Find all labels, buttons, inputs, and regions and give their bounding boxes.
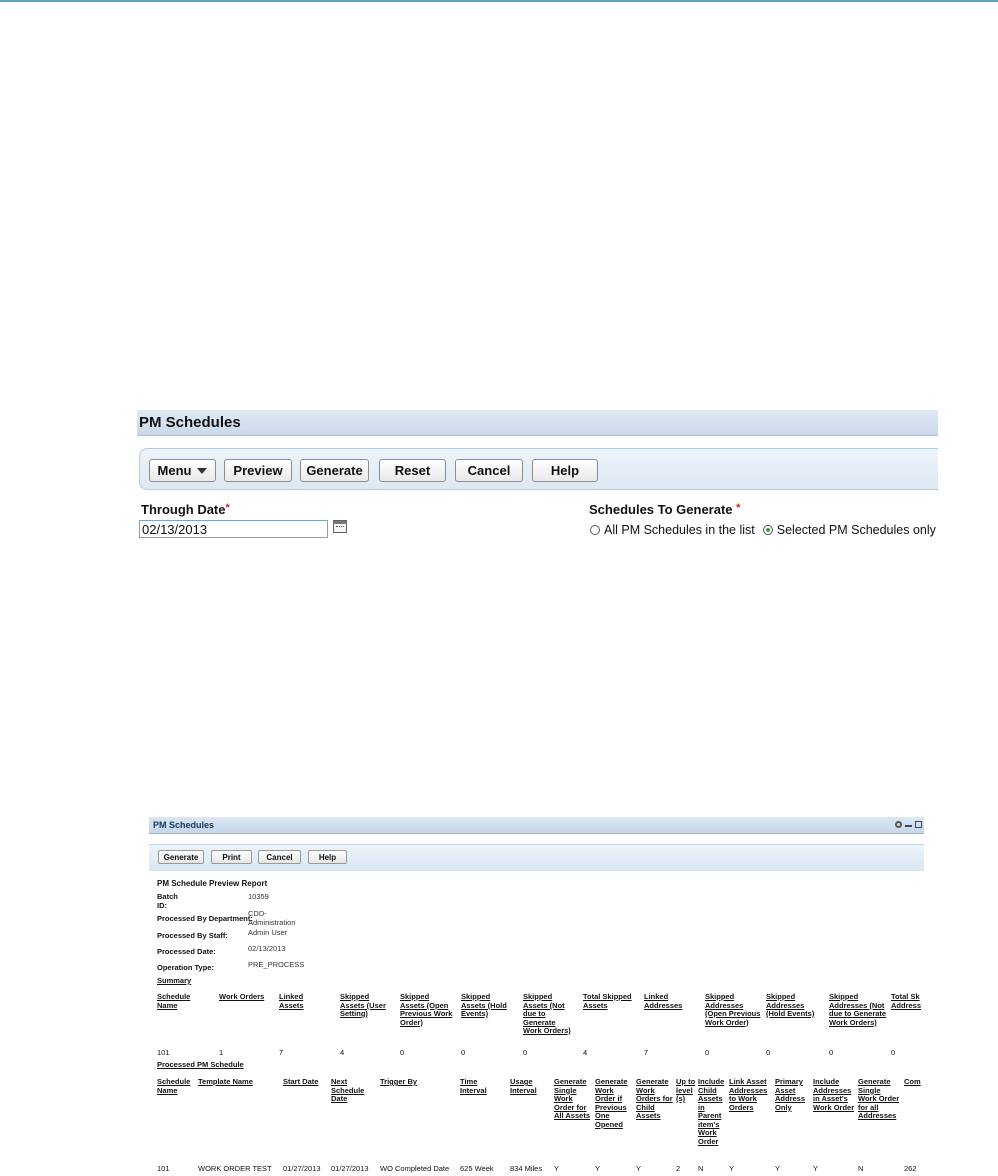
- generate-button[interactable]: Generate: [158, 850, 204, 864]
- processed-cell: N: [698, 1164, 704, 1173]
- top-rule: [0, 0, 998, 2]
- processed-header: Generate Work Orders for Child Assets: [636, 1077, 673, 1120]
- processed-cell: Y: [813, 1164, 819, 1173]
- required-marker: *: [225, 502, 230, 514]
- summary-cell: 1: [219, 1048, 224, 1057]
- batch-id-label: Batch ID:: [157, 892, 178, 910]
- processed-date-label: Processed Date:: [157, 947, 216, 956]
- staff-value: Admin User: [248, 928, 288, 937]
- form-toolbar: [139, 448, 938, 490]
- processed-cell: 01/27/2013: [283, 1164, 321, 1173]
- processed-cell: Y: [775, 1164, 781, 1173]
- summary-cell: 0: [523, 1048, 528, 1057]
- processed-header: Generate Work Order if Previous One Opened: [595, 1077, 628, 1129]
- summary-header: Total Skipped Assets: [583, 992, 632, 1010]
- help-button[interactable]: Help: [308, 850, 347, 864]
- summary-cell: 7: [279, 1048, 284, 1057]
- summary-cell: 7: [644, 1048, 649, 1057]
- processed-header: Next Schedule Date: [331, 1077, 365, 1103]
- summary-cell: 0: [705, 1048, 710, 1057]
- summary-header: Total Sk Address: [891, 992, 922, 1010]
- operation-type-value: PRE_PROCESS: [248, 960, 305, 969]
- summary-header: Skipped Assets (Open Previous Work Order): [400, 992, 453, 1027]
- processed-cell: 625 Week: [460, 1164, 494, 1173]
- gear-icon[interactable]: [895, 821, 902, 828]
- processed-cell: Y: [554, 1164, 560, 1173]
- through-date-input[interactable]: [139, 520, 328, 538]
- radio-all-pm-schedules-label[interactable]: All PM Schedules in the list: [604, 523, 755, 537]
- required-marker: *: [736, 502, 741, 514]
- summary-cell: 0: [829, 1048, 834, 1057]
- summary-cell: 4: [340, 1048, 345, 1057]
- schedules-to-generate-label-text: Schedules To Generate: [589, 502, 733, 517]
- processed-header: Link Asset Addresses to Work Orders: [729, 1077, 768, 1112]
- processed-header: Include Addresses in Asset's Work Order: [813, 1077, 855, 1112]
- menu-button-label: Menu: [157, 463, 192, 478]
- processed-header: Trigger By: [380, 1077, 418, 1086]
- minimize-icon[interactable]: [905, 821, 912, 827]
- processed-cell: Y: [595, 1164, 601, 1173]
- summary-header: Skipped Addresses (Hold Events): [766, 992, 815, 1018]
- summary-header: Skipped Assets (Hold Events): [461, 992, 507, 1018]
- summary-header: Skipped Addresses (Not due to Generate Work Orders): [829, 992, 887, 1027]
- processed-header: Template Name: [198, 1077, 253, 1086]
- through-date-label-text: Through Date: [141, 502, 226, 517]
- reset-button[interactable]: Reset: [379, 459, 446, 482]
- processed-header: Usage Interval: [510, 1077, 537, 1095]
- summary-cell: 0: [400, 1048, 405, 1057]
- processed-date-value: 02/13/2013: [248, 944, 286, 953]
- pm-schedules-preview-window: [149, 817, 924, 1176]
- processed-schedule-label: Processed PM Schedule: [157, 1060, 244, 1069]
- schedules-to-generate-label: [589, 502, 740, 517]
- processed-header: Generate Single Work Order for All Assets: [554, 1077, 590, 1120]
- summary-header: Work Orders: [219, 992, 265, 1001]
- radio-selected-pm-schedules-label[interactable]: Selected PM Schedules only: [776, 523, 936, 537]
- page-title: PM Schedules: [137, 410, 938, 436]
- operation-type-label: Operation Type:: [157, 963, 214, 972]
- generate-button[interactable]: Generate: [300, 459, 369, 482]
- department-label: Processed By Department:: [157, 914, 253, 923]
- calendar-icon[interactable]: [333, 520, 347, 533]
- summary-cell: 101: [157, 1048, 170, 1057]
- cancel-button[interactable]: Cancel: [258, 850, 301, 864]
- summary-cell: 4: [583, 1048, 588, 1057]
- summary-header: Schedule Name: [157, 992, 191, 1010]
- summary-cell: 0: [461, 1048, 466, 1057]
- menu-button[interactable]: [149, 459, 216, 482]
- report-heading: PM Schedule Preview Report: [157, 879, 268, 888]
- radio-all-pm-schedules[interactable]: [590, 525, 600, 535]
- processed-header: Time Interval: [460, 1077, 487, 1095]
- summary-header: Linked Addresses: [644, 992, 683, 1010]
- processed-cell: 834 Miles: [510, 1164, 543, 1173]
- window-controls: [895, 821, 922, 828]
- summary-header: Skipped Assets (Not due to Generate Work Orders): [523, 992, 571, 1035]
- processed-cell: 2: [676, 1164, 681, 1173]
- processed-cell: Y: [729, 1164, 735, 1173]
- summary-header: Skipped Addresses (Open Previous Work Order): [705, 992, 761, 1027]
- summary-label: Summary: [157, 976, 192, 985]
- preview-button[interactable]: Preview: [224, 459, 292, 482]
- processed-cell: 101: [157, 1164, 170, 1173]
- processed-cell: 01/27/2013: [331, 1164, 369, 1173]
- processed-cell: N: [858, 1164, 864, 1173]
- processed-cell: Y: [636, 1164, 642, 1173]
- print-button[interactable]: Print: [211, 850, 252, 864]
- window-title: PM Schedules: [149, 817, 924, 834]
- processed-header: Include Child Assets in Parent item's Work Order: [698, 1077, 725, 1146]
- processed-header: Schedule Name: [157, 1077, 191, 1095]
- department-value: CDD-Administration: [248, 909, 296, 927]
- summary-cell: 0: [766, 1048, 771, 1057]
- chevron-down-icon: [197, 468, 207, 474]
- processed-cell: 262: [904, 1164, 917, 1173]
- maximize-icon[interactable]: [915, 821, 922, 828]
- summary-header: Linked Assets: [279, 992, 304, 1010]
- radio-selected-pm-schedules[interactable]: [763, 525, 773, 535]
- help-button[interactable]: Help: [532, 459, 598, 482]
- through-date-label: [141, 502, 230, 517]
- processed-header: Generate Single Work Order for all Addresses: [858, 1077, 900, 1120]
- staff-label: Processed By Staff:: [157, 931, 228, 940]
- summary-cell: 0: [891, 1048, 896, 1057]
- processed-cell: WORK ORDER TEST: [198, 1164, 272, 1173]
- cancel-button[interactable]: Cancel: [455, 459, 523, 482]
- processed-header: Com: [904, 1077, 921, 1086]
- schedules-radio-group: [590, 523, 936, 537]
- batch-id-value: 10359: [248, 892, 269, 901]
- summary-header: Skipped Assets (User Setting): [340, 992, 386, 1018]
- preview-toolbar: [149, 844, 924, 871]
- processed-cell: WO Completed Date: [380, 1164, 450, 1173]
- processed-header: Start Date: [283, 1077, 319, 1086]
- processed-header: Up to level (s): [676, 1077, 696, 1103]
- pm-schedules-form: [137, 410, 938, 545]
- processed-header: Primary Asset Address Only: [775, 1077, 806, 1112]
